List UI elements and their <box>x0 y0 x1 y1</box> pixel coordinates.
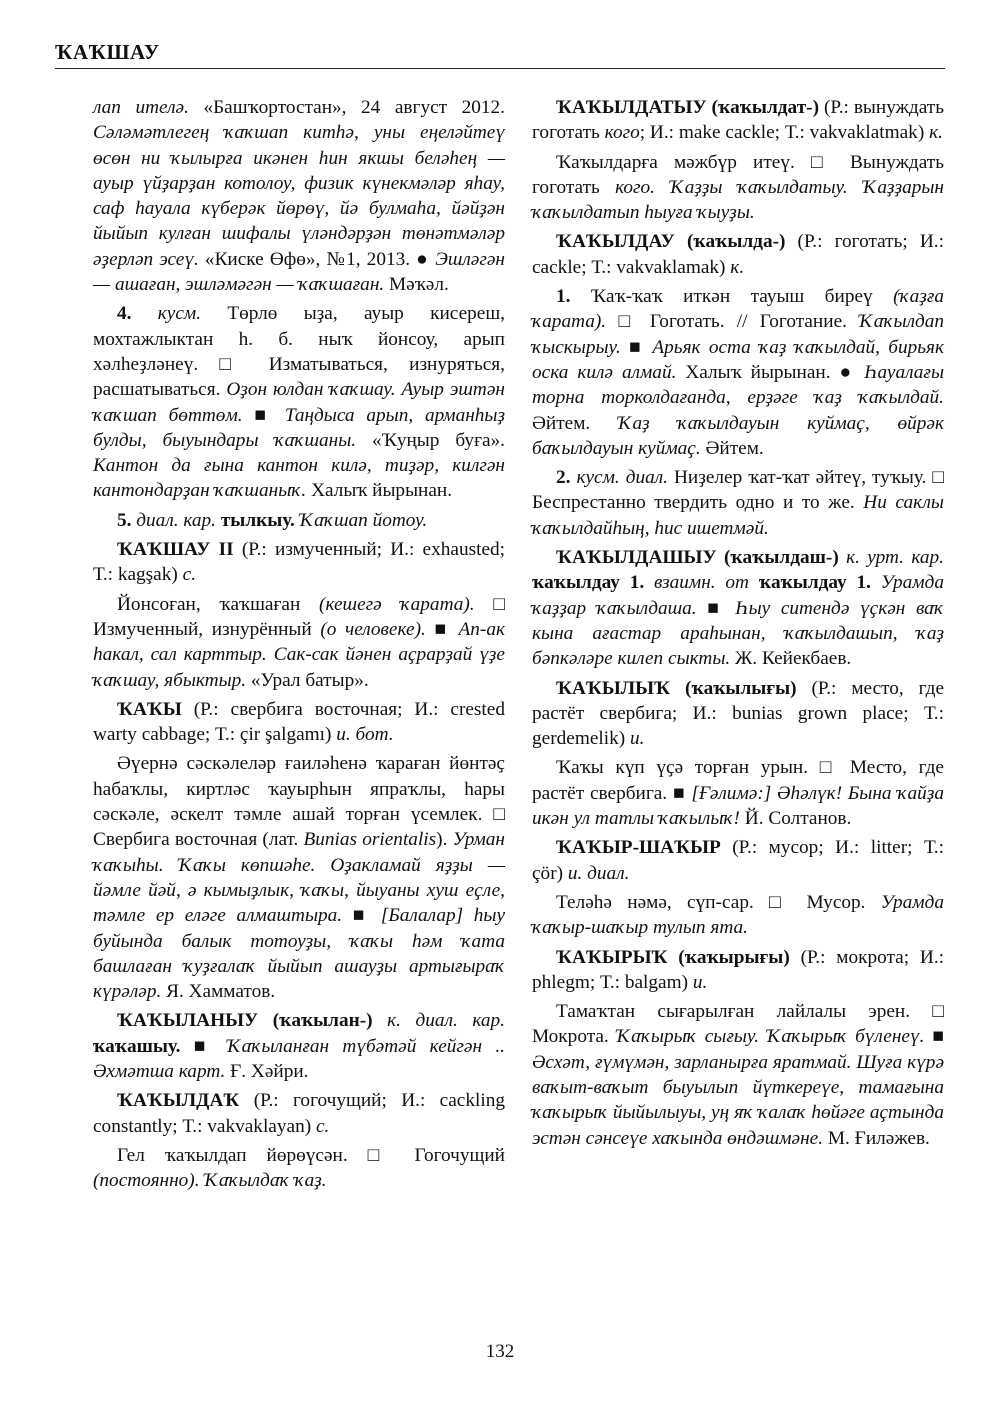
text-run: «Урал батыр». <box>250 669 369 691</box>
entry-kakylyk-definition <box>532 755 944 831</box>
text-run: кого <box>604 122 640 144</box>
text-run: Ҡаҡырыҡ сығыу. Ҡаҡырыҡ бүленеү. <box>616 1026 933 1048</box>
text-run: Урамда ҡаҡыр-шаҡыр тулып ята. <box>532 891 944 939</box>
text-run: □ Гоготать. // Гоготание. <box>618 311 860 333</box>
text-run: Әйтем. <box>705 437 764 459</box>
text-run: ■ <box>932 1026 944 1048</box>
text-run: ҡаҡылдау 1. <box>758 572 881 594</box>
text-run: (кешегә ҡарата). <box>319 593 494 615</box>
entry-kakyryk <box>532 945 944 996</box>
entry-kakyldashyu <box>532 545 944 671</box>
text-run: (о человеке). <box>320 618 435 640</box>
text-run: (постоянно). Ҡаҡылдаҡ ҡаҙ. <box>93 1170 327 1192</box>
text-run: диал. кар. <box>136 509 221 531</box>
text-run: □ Свербига восточная (лат. <box>93 804 505 851</box>
text-run: □ Мокрота. <box>532 1001 944 1048</box>
entry-kakyr-shakyr <box>532 835 944 886</box>
left-column <box>93 95 505 1197</box>
text-run: ҠАҠЫЛЫҠ (ҡаҡылығы) <box>556 677 812 699</box>
text-run: Ниҙелер ҡат-ҡат әйтеү, туҡыу. <box>673 467 933 489</box>
entry-kakyldatyu <box>532 95 944 146</box>
text-run: ■ <box>193 1035 228 1057</box>
text-run: Ҡаҡылдап ҡыскырыу. <box>532 311 945 358</box>
text-run: ■ <box>707 597 736 619</box>
text-run: к. диал. кар. <box>387 1010 506 1032</box>
text-run: (Р.: мусор; И.: litter; Т.: çör) <box>532 837 944 884</box>
text-run: кусм. <box>157 303 228 325</box>
text-run: Урамда ҡаҙҙар ҡаҡылдаша. <box>532 572 944 619</box>
text-run: □ Мусор. <box>769 891 881 913</box>
sense-5 <box>93 508 505 533</box>
text-run: ■ <box>254 404 285 426</box>
text-run: □ Изматываться, изнуряться, расшатываться. <box>93 353 505 401</box>
text-run: ). <box>436 829 453 851</box>
text-run: Таңдыса арып, арманһыҙ булды, быуындары ҡаҡшаны. <box>93 404 506 451</box>
entry-kakyldau <box>532 229 944 280</box>
text-run: Ҡаҡы күп үҫә торған урын. <box>556 757 820 779</box>
header-rule <box>55 68 945 69</box>
text-run: кого. Ҡаҙҙы ҡаҡылдатыу. Ҡаҙҙарын ҡаҡылдатып һыуға ҡыуҙы. <box>532 176 944 224</box>
text-run: Халыҡ йырынан. <box>311 480 453 502</box>
text-run: Арьяк оста ҡаҙ ҡаҡылдай, бирьяк оска килә алмай. <box>532 336 944 383</box>
text-run: «Киске Өфө», №1, 2013. <box>204 248 417 270</box>
entry-kakyryk-definition <box>532 999 944 1151</box>
text-run: □ Вынуждать гоготать <box>532 151 944 198</box>
text-run: ҠАҠШАУ II <box>117 539 242 561</box>
text-run: Ғ. Хәйри. <box>230 1060 309 1082</box>
entry-kakyldatyu-definition <box>532 150 944 226</box>
text-run: ҠАҠЫЛАНЫУ (ҡаҡылан-) <box>117 1010 388 1032</box>
text-run: с. <box>315 1115 330 1137</box>
text-run: «Башҡортостан», 24 август 2012. <box>203 97 505 118</box>
text-run: Әүернә сәскәлеләр ғаиләһенә ҡараған йөнтәҫ һабаҡлы, киртләс ҡауырһын япраҡлы, һары сәскәле, әскелт тәмле ашай торған үсемлек. <box>93 753 505 826</box>
text-run: Халыҡ йырынан. <box>685 361 840 383</box>
text-run: Bunias orientalis <box>303 829 437 851</box>
text-run: Ҡаҙ ҡаҡылдауын куймаҫ, өйрәк баҡылдауын куймаҫ. <box>532 412 944 459</box>
text-run: □ Место, где растёт свербига. <box>532 757 944 804</box>
text-run: Төрлө ыҙа, ауыр кисереш, мохтажлыктан һ. б. ныҡ йонсоу, арып хәлһеҙләнеү. <box>93 303 505 375</box>
text-run: ■ <box>352 905 381 927</box>
text-run: ■ <box>629 336 653 358</box>
running-head: ҠАҠШАУ <box>55 40 160 64</box>
text-run: к. <box>730 256 745 278</box>
entry-kakylyk <box>532 676 944 752</box>
text-run: и. диал. <box>567 862 630 884</box>
text-run: (ҡаҙға ҡарата). <box>532 286 945 333</box>
text-run: [Ғәлимә:] Әһәлүк! Бына ҡайҙа икән ул татлы ҡаҡылыҡ! <box>532 782 944 830</box>
text-run: взаимн. от <box>653 572 759 594</box>
text-run: Кантон да ғына кантон килә, тиҙәр, килгән кантондарҙан ҡаҡшаныҡ. <box>93 455 505 502</box>
text-run: ■ <box>434 618 459 640</box>
text-run: (Р.: гоготать; И.: cackle; Т.: vakvaklamak) <box>532 231 944 278</box>
text-run: ● <box>839 361 865 383</box>
text-run: тылкыу. <box>220 509 300 531</box>
text-run: Мәҡәл. <box>389 274 449 296</box>
text-run: ● Эшләгән — ашаған, эшләмәгән — ҡаҡшаған. <box>93 248 505 296</box>
text-run: Ҡаҡылдарға мәжбүр итеү. <box>556 151 811 173</box>
text-run: Ҡаҡшап йотоу. <box>299 509 428 531</box>
page-header <box>55 38 945 78</box>
text-run: (Р.: место, где растёт свербига; И.: bunias grown place; Т.: gerdemelik) <box>532 677 944 750</box>
text-run: 2. <box>556 467 577 489</box>
text-run: ҠАҠЫЛДАТЫУ (ҡаҡылдат-) <box>556 97 824 118</box>
text-run: ҠАҠЫ <box>117 698 194 720</box>
text-run: 5. <box>117 509 137 531</box>
text-run: Һауалағы торна торколдағанда, ерҙәге ҡаҙ ҡаҡылдай. <box>532 361 944 409</box>
entry-kakyldau-sense-2 <box>532 465 944 541</box>
text-run: и. бот. <box>336 724 394 746</box>
entry-kakyr-shakyr-definition <box>532 890 944 941</box>
text-run: и. <box>629 728 645 750</box>
text-run: Ни саклы ҡаҡылдайһың, һис ишетмәй. <box>532 492 944 539</box>
text-run: с. <box>182 564 197 586</box>
entry-kakylanyu <box>93 1008 505 1084</box>
entry-continuation <box>93 95 505 297</box>
text-run: (Р.: мокрота; И.: phlegm; Т.: balgam) <box>532 946 945 993</box>
text-run: (Р.: свербига восточная; И.: crested warty cabbage; Т.: çir şalgamı) <box>93 698 505 746</box>
text-run: Йонсоған, ҡаҡшаған <box>117 593 320 615</box>
text-run: ҡаҡашыу. <box>93 1035 194 1057</box>
text-run: к. урт. кар. <box>846 547 944 569</box>
text-run: ҠАҠЫЛДАҠ <box>117 1090 254 1112</box>
text-run: ҠАҠЫЛДАУ (ҡаҡылда-) <box>556 231 798 253</box>
entry-kakyldak-definition <box>93 1143 505 1194</box>
text-run: ; И.: make cackle; Т.: vakvaklatmak) <box>639 122 930 144</box>
text-run: Әйтем. <box>532 412 619 434</box>
text-run: ҠАҠЫРЫҠ (ҡаҡырығы) <box>556 946 801 968</box>
entry-kakshau-2 <box>93 537 505 588</box>
text-run: Әсхәт, ғүмүмән, зарланырға яратмай. Шуға күрә ваҡыт-ваҡыт быуылып йүткереүе, тамағына ҡаҡырыҡ йыйылыуы, уң яҡ ҡалаҡ һөйәге аҫтында эстән сәнсеүе хаҡында өндәшмәне. <box>532 1051 944 1149</box>
text-run: 1. <box>556 286 591 308</box>
text-run: Гел ҡаҡылдап йөрөүсән. <box>117 1144 368 1166</box>
text-run: □ Беспрестанно твердить одно и то же. <box>532 467 944 514</box>
text-run: Сәләмәтлегең ҡаҡшап китһә, уны еңеләйтеү өсөн ни ҡылырға икәнен һин якшы беләһең — ауыр үйҙарҙан котолоу, физик күнекмәләр яһау, саф һауала күберәк йөрөү, йә булмаһа, йәйҙән йыйып кулған шифалы үләндәрҙән төнәтмәләр әҙерләп эсеү. <box>93 122 505 270</box>
text-run: Й. Солтанов. <box>744 808 852 830</box>
text-run: и. <box>692 971 708 993</box>
text-run: «Ҡуңыр буға». <box>372 429 505 451</box>
right-column <box>532 95 944 1155</box>
text-run: Теләһә нәмә, сүп-сар. <box>556 891 770 913</box>
entry-kaky <box>93 697 505 748</box>
text-run: Ҡаҡ-ҡаҡ иткән тауыш биреү <box>590 286 894 308</box>
text-run: Ап-ак һакал, сал карттыр. Сак-сак йәнен аҫрарҙай үҙе ҡаҡшау, ябыктыр. <box>93 618 506 691</box>
text-run: (Р.: вынуждать гоготать <box>532 97 944 144</box>
text-run: Оҙон юлдан ҡаҡшау. Ауыр эштән ҡаҡшап бөттөм. <box>93 379 505 426</box>
text-run: Һыу ситендә үҫкән ваҡ кына ағастар араһынан, ҡаҡылдашып, ҡаҙ бәпкәләре килеп сыкты. <box>532 597 944 670</box>
text-run: кусм. диал. <box>576 467 674 489</box>
text-run: к. <box>929 122 943 144</box>
entry-kaky-definition <box>93 751 505 1004</box>
text-run: □ Измученный, изнурённый <box>93 593 506 640</box>
text-run: ҡаҡылдау 1. <box>532 572 654 594</box>
text-run: Урман ҡаҡыһы. Ҡаҡы көпшәһе. Оҙакламай яҙҙы — йәмле йәй, ә кымыҙлык, ҡаҡы, йыуаны хуш еҫле, тәмле ер еләге алмаштыра. <box>93 829 506 927</box>
text-run: Ҡаҡыланған түбәтәй кейгән .. Әхмәтша карт. <box>93 1035 506 1082</box>
text-run: (Р.: гогочущий; И.: cackling constantly; Т.: vakvaklayan) <box>93 1090 505 1137</box>
entry-kakshau-2-definition <box>93 592 505 693</box>
text-run: □ Гогочущий <box>367 1144 505 1166</box>
text-run: [Балалар] һыу буйында балык тотоуҙы, ҡаҡы һәм ҡата башлаған ҡуҙғалаҡ йыйып ашауҙы артығыраҡ күрәләр. <box>93 905 506 1003</box>
sense-4 <box>93 301 505 503</box>
text-run: Я. Хамматов. <box>166 981 276 1003</box>
entry-kakyldak <box>93 1088 505 1139</box>
text-run: ҠАҠЫР-ШАҠЫР <box>556 837 733 859</box>
text-run: 4. <box>117 303 158 325</box>
text-run: М. Ғиләжев. <box>827 1127 930 1149</box>
text-run: лап ителә. <box>93 97 204 118</box>
page-number: 132 <box>485 1341 515 1362</box>
text-run: (Р.: измученный; И.: exhausted; Т.: kagşak) <box>93 539 506 586</box>
text-run: ҠАҠЫЛДАШЫУ (ҡаҡылдаш-) <box>556 547 847 569</box>
entry-kakyldau-sense-1 <box>532 284 944 461</box>
text-run: ■ <box>672 782 692 804</box>
text-run: Ж. Кейекбаев. <box>735 648 852 670</box>
text-run: Тамаҡтан сығарылған лайлалы эрен. <box>556 1001 933 1023</box>
